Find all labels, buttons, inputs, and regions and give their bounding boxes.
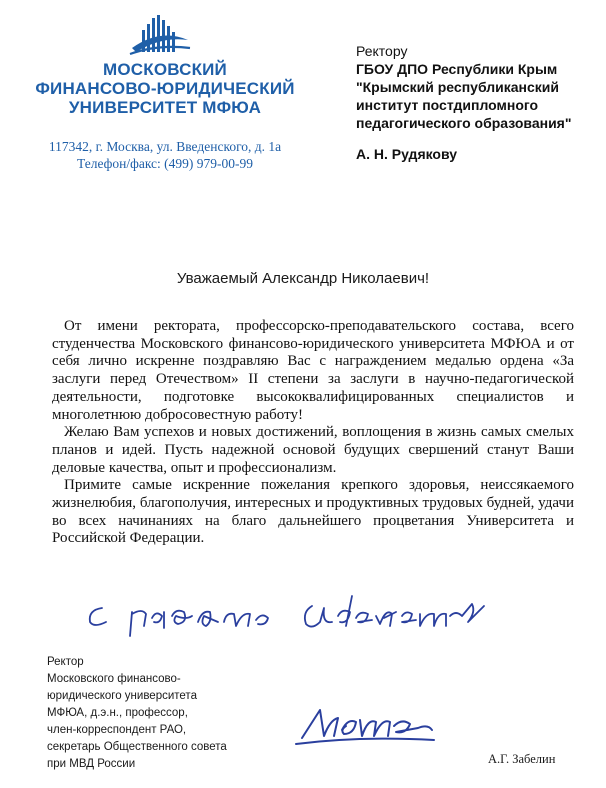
signer-title-line: Московского финансово- — [47, 673, 181, 685]
recipient-title: Ректору — [356, 43, 408, 59]
signature-block — [47, 654, 277, 773]
university-name — [20, 60, 310, 117]
signer-title-line: Ректор — [47, 656, 84, 668]
letter-body — [52, 318, 574, 548]
university-name-line: МОСКОВСКИЙ — [103, 60, 227, 79]
recipient-org: ГБОУ ДПО Республики Крым — [356, 61, 558, 77]
recipient-name: А. Н. Рудякову — [356, 146, 458, 162]
signer-name: А.Г. Забелин — [488, 752, 556, 766]
recipient-block — [356, 42, 601, 163]
body-paragraph: Примите самые искренние пожелания крепкого здоровья, неиссякаемого жизнелюбия, благополучия, интересных и продуктивных трудовых будней, удачи во всех начинаниях на благо дальнейшего процветания Университета и Российской Федерации. — [52, 477, 574, 547]
handwritten-signature-image — [290, 700, 440, 750]
letterhead-address: 117342, г. Москва, ул. Введенского, д. 1а — [48, 139, 282, 154]
recipient-org: институт постдипломного — [356, 97, 539, 113]
letterhead-phone: Телефон/факс: (499) 979-00-99 — [76, 156, 254, 171]
university-name-line: ФИНАНСОВО-ЮРИДИЧЕСКИЙ — [35, 79, 295, 98]
body-paragraph: От имени ректората, профессорско-преподавательского состава, всего студенчества Московского финансово-юридического университета МФЮА и от себя лично искренне поздравляю Вас с награждением медалью ордена «За заслуги перед Отечеством» II степени за заслуги в научно-педагогической деятельности, подготовке высококвалифицированных специалистов и многолетнюю добросовестную работу! — [52, 318, 574, 423]
recipient-org: "Крымский республиканский — [356, 79, 559, 95]
signer-title-line: секретарь Общественного совета — [47, 741, 227, 753]
university-name-line: УНИВЕРСИТЕТ МФЮА — [68, 98, 262, 117]
signer-title-line: член-корреспондент РАО, — [47, 724, 187, 736]
signer-title-line: при МВД России — [47, 758, 136, 770]
handwritten-closing-image — [80, 582, 500, 642]
letterhead-contacts — [20, 138, 310, 172]
signer-title-line: МФЮА, д.э.н., профессор, — [47, 707, 188, 719]
body-paragraph: Желаю Вам успехов и новых достижений, воплощения в жизнь самых смелых планов и идей. Пусть надежной основой будущих свершений станут Ваши деловые качества, опыт и профессионализм. — [52, 424, 574, 476]
greeting: Уважаемый Александр Николаевич! — [176, 270, 430, 287]
university-logo-icon — [128, 14, 192, 60]
recipient-org: педагогического образования" — [356, 115, 572, 131]
signer-title-line: юридического университета — [47, 690, 197, 702]
